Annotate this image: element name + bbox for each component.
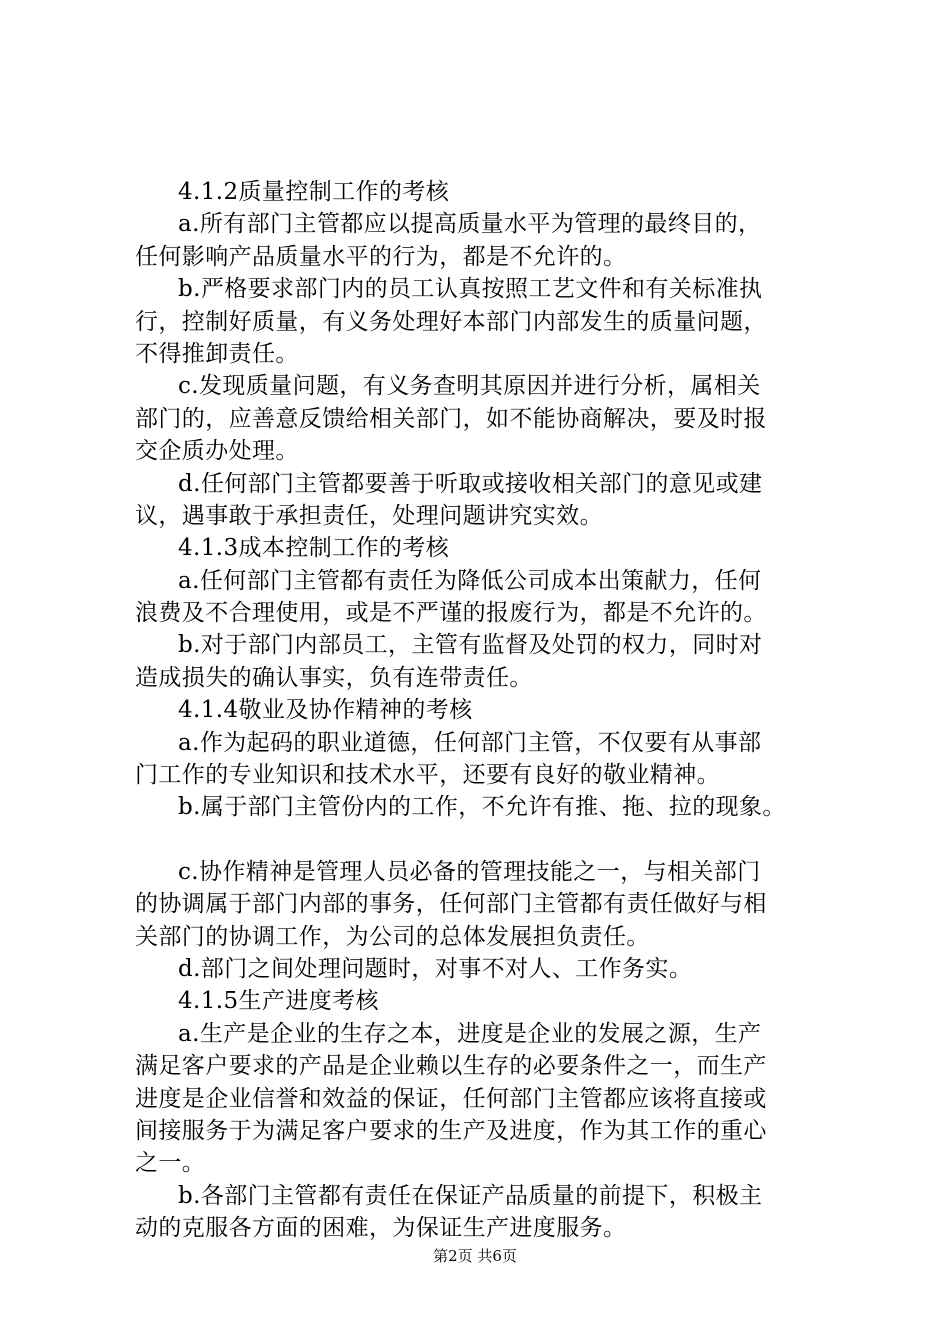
paragraph-line: 满足客户要求的产品是企业赖以生存的必要条件之一，而生产 [135, 1053, 767, 1080]
paragraph-line: 造成损失的确认事实，负有连带责任。 [135, 664, 533, 691]
document-body [135, 176, 835, 1245]
paragraph-line: c.协作精神是管理人员必备的管理技能之一，与相关部门 [178, 858, 761, 885]
paragraph-line: d.任何部门主管都要善于听取或接收相关部门的意见或建 [178, 470, 763, 497]
section-heading-4-1-3: 4.1.3成本控制工作的考核 [178, 535, 450, 562]
paragraph-line: 不得推卸责任。 [135, 340, 299, 367]
paragraph-line: a.生产是企业的生存之本，进度是企业的发展之源，生产 [178, 1020, 762, 1047]
paragraph-line: 门工作的专业知识和技术水平，还要有良好的敬业精神。 [135, 762, 720, 789]
paragraph-line: 浪费及不合理使用，或是不严谨的报废行为，都是不允许的。 [135, 600, 767, 627]
blank-line [135, 824, 835, 856]
section-heading-4-1-2: 4.1.2质量控制工作的考核 [178, 179, 450, 205]
paragraph-line: 的协调属于部门内部的事务，任何部门主管都有责任做好与相 [135, 891, 767, 918]
paragraph-line: 部门的，应善意反馈给相关部门，如不能协商解决，要及时报 [135, 405, 767, 432]
paragraph-line: 行，控制好质量，有义务处理好本部门内部发生的质量问题， [135, 308, 767, 335]
paragraph-line: 任何影响产品质量水平的行为，都是不允许的。 [135, 243, 627, 270]
paragraph-line: 间接服务于为满足客户要求的生产及进度，作为其工作的重心 [135, 1117, 767, 1144]
page-number-footer: 第2页 共6页 [433, 1247, 517, 1265]
paragraph-line: 进度是企业信誉和效益的保证，任何部门主管都应该将直接或 [135, 1085, 767, 1112]
section-heading-4-1-4: 4.1.4敬业及协作精神的考核 [178, 697, 473, 724]
paragraph-line: a.所有部门主管都应以提高质量水平为管理的最终目的， [178, 211, 762, 238]
paragraph-line: d.部门之间处理问题时，对事不对人、工作务实。 [178, 955, 693, 982]
paragraph-line: 关部门的协调工作，为公司的总体发展担负责任。 [135, 923, 650, 950]
paragraph-line: 议，遇事敢于承担责任，处理问题讲究实效。 [135, 502, 603, 529]
paragraph-line: 动的克服各方面的困难，为保证生产进度服务。 [135, 1215, 627, 1242]
section-heading-4-1-5: 4.1.5生产进度考核 [178, 988, 379, 1015]
paragraph-line: a.作为起码的职业道德，任何部门主管，不仅要有从事部 [178, 729, 762, 756]
paragraph-line: a.任何部门主管都有责任为降低公司成本出策献力，任何 [178, 567, 762, 594]
paragraph-line: b.严格要求部门内的员工认真按照工艺文件和有关标准执 [178, 276, 763, 303]
paragraph-line: 之一。 [135, 1150, 206, 1177]
paragraph-line: 交企质办处理。 [135, 438, 299, 465]
paragraph-line: b.各部门主管都有责任在保证产品质量的前提下，积极主 [178, 1182, 763, 1209]
paragraph-line: c.发现质量问题，有义务查明其原因并进行分析，属相关 [178, 373, 761, 400]
paragraph-line: b.对于部门内部员工，主管有监督及处罚的权力，同时对 [178, 632, 763, 659]
paragraph-line: b.属于部门主管份内的工作，不允许有推、拖、拉的现象。 [178, 794, 786, 821]
